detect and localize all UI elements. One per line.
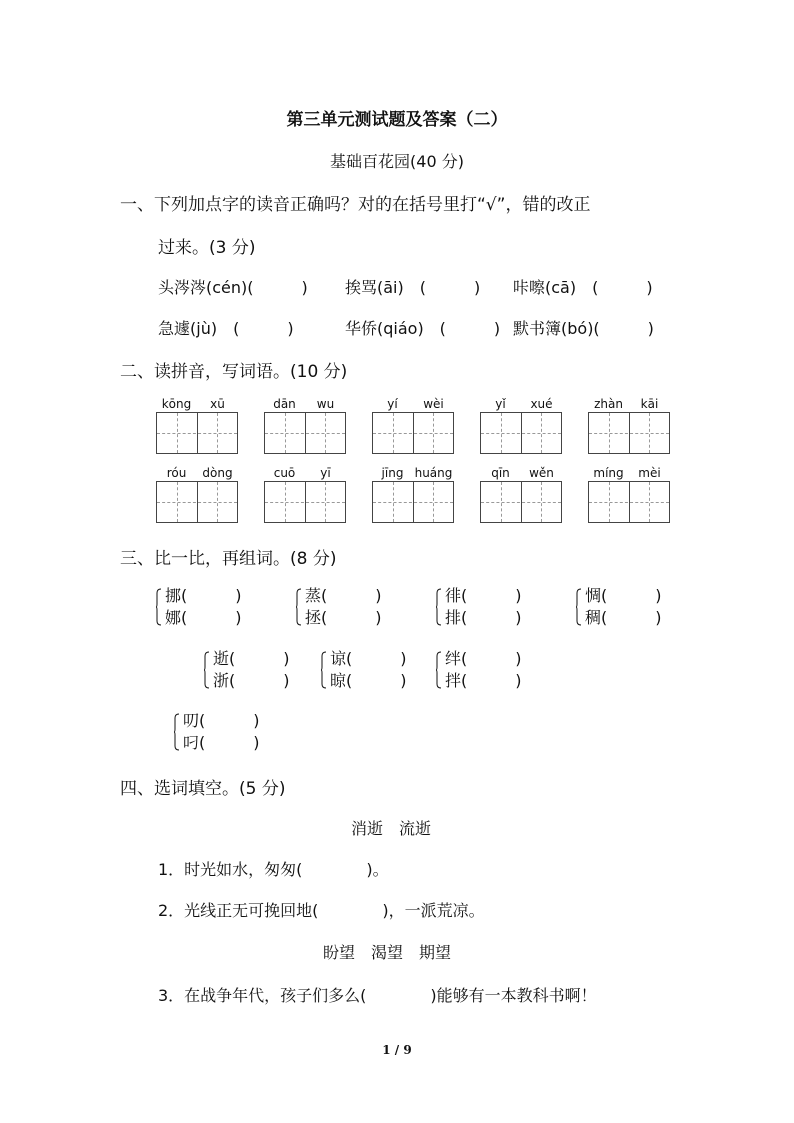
answer-blank[interactable]: ( ) [461, 608, 522, 627]
compare-pair [183, 710, 260, 754]
pair-character: 拯 [305, 608, 322, 627]
pair-character: 稠 [585, 608, 602, 627]
writing-boxes[interactable] [588, 481, 670, 523]
brace-icon [174, 713, 179, 751]
pinyin-syllable: kāi [640, 397, 659, 411]
writing-boxes[interactable] [372, 481, 454, 523]
compare-pair [330, 648, 407, 692]
fill-sentence: 3．在战争年代，孩子们多么( )能够有一本教科书啊！ [158, 986, 597, 1005]
writing-boxes[interactable] [480, 481, 562, 523]
pair-character: 谅 [330, 649, 347, 668]
answer-blank[interactable]: ( ) [601, 586, 662, 605]
pinyin-syllable: dān [273, 397, 296, 411]
answer-blank[interactable]: ( ) [199, 733, 260, 752]
compare-pair [445, 648, 522, 692]
pinyin-syllable: yī [320, 466, 331, 480]
word-options: 盼望 渴望 期望 [323, 943, 452, 962]
pinyin-syllable: xué [530, 397, 553, 411]
answer-blank[interactable]: ( ) [461, 586, 522, 605]
q1-heading-cont: 过来。(3 分) [158, 238, 256, 258]
page-title: 第三单元测试题及答案（二） [286, 110, 508, 130]
q1-item: 咔嚓(cā) ( ) [513, 278, 653, 297]
pair-character: 惆 [585, 586, 602, 605]
compare-pair [213, 648, 290, 692]
writing-boxes[interactable] [264, 412, 346, 454]
pinyin-syllable: wěn [529, 466, 554, 480]
q1-item: 华侨(qiáo) ( ) [345, 319, 501, 338]
answer-blank[interactable]: ( ) [601, 608, 662, 627]
pair-character: 徘 [445, 586, 462, 605]
writing-boxes[interactable] [480, 412, 562, 454]
pinyin-syllable: róu [166, 466, 187, 480]
brace-icon [576, 588, 581, 626]
answer-blank[interactable]: ( ) [181, 608, 242, 627]
pinyin-syllable: zhàn [594, 397, 623, 411]
answer-blank[interactable]: ( ) [229, 649, 290, 668]
compare-pair [165, 585, 242, 629]
page-number: 1 / 9 [382, 1043, 412, 1057]
pair-character: 叨 [183, 711, 200, 730]
q1-item: 挨骂(āi) ( ) [345, 278, 481, 297]
q4-heading: 四、选词填空。(5 分) [120, 779, 286, 799]
pair-character: 挪 [165, 586, 182, 605]
q2-heading: 二、读拼音，写词语。(10 分) [120, 362, 348, 382]
pair-character: 叼 [183, 733, 200, 752]
pinyin-syllable: míng [593, 466, 624, 480]
pair-character: 晾 [330, 671, 347, 690]
answer-blank[interactable]: ( ) [461, 671, 522, 690]
pinyin-syllable: qīn [491, 466, 510, 480]
pair-character: 拌 [445, 671, 462, 690]
answer-blank[interactable]: ( ) [461, 649, 522, 668]
writing-boxes[interactable] [588, 412, 670, 454]
pinyin-syllable: xū [210, 397, 225, 411]
word-options: 消逝 流逝 [351, 819, 432, 838]
answer-blank[interactable]: ( ) [199, 711, 260, 730]
answer-blank[interactable]: ( ) [346, 671, 407, 690]
pinyin-syllable: yǐ [495, 397, 506, 411]
writing-boxes[interactable] [264, 481, 346, 523]
pair-character: 排 [445, 608, 462, 627]
pinyin-syllable: mèi [638, 466, 661, 480]
fill-sentence: 1．时光如水，匆匆( )。 [158, 860, 389, 879]
q1-item: 默书簿(bó)( ) [513, 319, 654, 338]
pair-character: 逝 [213, 649, 230, 668]
brace-icon [436, 588, 441, 626]
pinyin-syllable: huáng [414, 466, 453, 480]
writing-boxes[interactable] [156, 412, 238, 454]
pinyin-syllable: kōng [161, 397, 192, 411]
q1-heading: 一、下列加点字的读音正确吗？对的在括号里打“√”，错的改正 [120, 195, 591, 215]
q3-heading: 三、比一比，再组词。(8 分) [120, 549, 337, 569]
brace-icon [296, 588, 301, 626]
pair-character: 蒸 [305, 586, 322, 605]
pinyin-syllable: wu [316, 397, 335, 411]
pinyin-syllable: cuō [273, 466, 296, 480]
q1-item: 急遽(jù) ( ) [158, 319, 294, 338]
writing-boxes[interactable] [156, 481, 238, 523]
section-subtitle: 基础百花园(40 分) [330, 152, 464, 171]
answer-blank[interactable]: ( ) [346, 649, 407, 668]
writing-boxes[interactable] [372, 412, 454, 454]
fill-sentence: 2．光线正无可挽回地( )，一派荒凉。 [158, 901, 485, 920]
q1-item: 头涔涔(cén)( ) [158, 278, 308, 297]
compare-pair [585, 585, 662, 629]
brace-icon [204, 651, 209, 689]
pinyin-syllable: jīng [381, 466, 404, 480]
brace-icon [321, 651, 326, 689]
answer-blank[interactable]: ( ) [321, 608, 382, 627]
pinyin-syllable: yí [387, 397, 398, 411]
pinyin-syllable: wèi [423, 397, 444, 411]
pair-character: 娜 [165, 608, 182, 627]
answer-blank[interactable]: ( ) [181, 586, 242, 605]
compare-pair [445, 585, 522, 629]
brace-icon [436, 651, 441, 689]
brace-icon [156, 588, 161, 626]
pinyin-syllable: dòng [202, 466, 233, 480]
pair-character: 绊 [445, 649, 462, 668]
answer-blank[interactable]: ( ) [229, 671, 290, 690]
pair-character: 浙 [213, 671, 230, 690]
compare-pair [305, 585, 382, 629]
answer-blank[interactable]: ( ) [321, 586, 382, 605]
